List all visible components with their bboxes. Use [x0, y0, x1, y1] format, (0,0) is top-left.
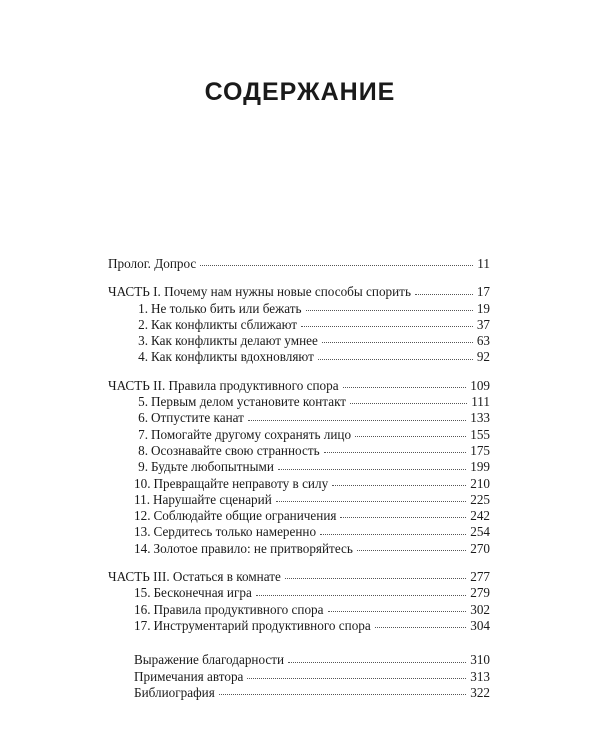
toc-entry-number: 11.: [134, 491, 150, 507]
toc-entry-part-2[interactable]: [108, 378, 490, 394]
toc-entry-chapter-17[interactable]: [108, 618, 490, 634]
toc-group-prologue: [108, 256, 490, 272]
dot-leader: [278, 468, 466, 470]
toc-entry-number: 17.: [134, 617, 151, 633]
toc-entry-label: Бесконечная игра: [153, 585, 252, 601]
toc-entry-chapter-9[interactable]: [108, 459, 490, 475]
toc-entry-label: Превращайте неправоту в силу: [153, 475, 329, 491]
dot-leader: [219, 693, 466, 695]
toc-entry-label: ЧАСТЬ II. Правила продуктивного спора: [108, 377, 339, 393]
toc-entry-chapter-2[interactable]: [108, 317, 490, 333]
toc-entry-label: Первым делом установите контакт: [151, 394, 347, 410]
toc-entry-number: 7.: [138, 426, 148, 442]
toc-entry-page: 242: [470, 508, 490, 524]
toc-entry-number: 2.: [138, 316, 148, 332]
dot-leader: [340, 516, 466, 518]
toc-entry-page: 17: [476, 284, 490, 300]
toc-entry-page: 133: [470, 410, 490, 426]
dot-leader: [276, 500, 466, 502]
toc-entry-chapter-3[interactable]: [108, 333, 490, 349]
toc-entry-page: 37: [476, 316, 490, 332]
dot-leader: [357, 549, 466, 551]
dot-leader: [350, 402, 467, 404]
toc-entry-label: ЧАСТЬ III. Остаться в комнате: [108, 569, 281, 585]
toc-entry-label: Пролог. Допрос: [108, 256, 197, 271]
dot-leader: [301, 325, 473, 327]
dot-leader: [415, 293, 473, 295]
toc-entry-page: 254: [470, 524, 490, 540]
toc-entry-label: Отпустите канат: [151, 410, 244, 426]
dot-leader: [375, 626, 466, 628]
table-of-contents: [108, 256, 490, 713]
toc-entry-number: 15.: [134, 585, 151, 601]
toc-entry-chapter-10[interactable]: [108, 476, 490, 492]
toc-entry-chapter-16[interactable]: [108, 602, 490, 618]
toc-entry-label: Как конфликты делают умнее: [151, 333, 318, 349]
toc-entry-chapter-8[interactable]: [108, 443, 490, 459]
toc-entry-label: Осознавайте свою странность: [151, 442, 320, 458]
toc-entry-label: Сердитесь только намеренно: [153, 524, 317, 540]
toc-entry-label: Правила продуктивного спора: [153, 601, 324, 617]
toc-entry-chapter-6[interactable]: [108, 410, 490, 426]
toc-entry-chapter-14[interactable]: [108, 541, 490, 557]
dot-leader: [256, 594, 466, 596]
toc-entry-label: Библиография: [134, 684, 215, 700]
dot-leader: [328, 610, 467, 612]
dot-leader: [322, 341, 473, 343]
toc-group-part-2: [108, 378, 490, 557]
toc-entry-label: Будьте любопытными: [151, 459, 274, 475]
toc-entry-label: ЧАСТЬ I. Почему нам нужны новые способы спорить: [108, 284, 411, 300]
toc-entry-number: 8.: [138, 442, 148, 458]
toc-entry-chapter-12[interactable]: [108, 508, 490, 524]
toc-entry-label: Соблюдайте общие ограничения: [153, 508, 337, 524]
toc-entry-label: Не только бить или бежать: [151, 300, 302, 316]
dot-leader: [288, 661, 466, 663]
toc-entry-page: 19: [476, 300, 490, 316]
toc-entry-chapter-4[interactable]: [108, 349, 490, 365]
toc-group-part-3: [108, 569, 490, 634]
toc-entry-label: Золотое правило: не притворяйтесь: [153, 540, 353, 556]
toc-entry-label: Примечания автора: [134, 668, 244, 684]
toc-entry-page: 155: [470, 426, 490, 442]
toc-entry-number: 1.: [138, 300, 148, 316]
toc-entry-chapter-13[interactable]: [108, 524, 490, 540]
dot-leader: [306, 309, 473, 311]
dot-leader: [332, 484, 466, 486]
toc-entry-number: 10.: [134, 475, 151, 491]
dot-leader: [200, 264, 473, 266]
dot-leader: [343, 386, 467, 388]
toc-entry-number: 13.: [134, 524, 151, 540]
toc-entry-page: 92: [476, 349, 490, 365]
toc-entry-label: Как конфликты сближают: [151, 316, 298, 332]
dot-leader: [355, 435, 466, 437]
toc-entry-page: 277: [470, 569, 490, 585]
toc-entry-page: 63: [476, 333, 490, 349]
toc-entry-part-3[interactable]: [108, 569, 490, 585]
toc-entry-page: 302: [470, 601, 490, 617]
toc-entry-page: 225: [470, 491, 490, 507]
toc-entry-chapter-1[interactable]: [108, 301, 490, 317]
toc-entry-page: 322: [470, 684, 490, 700]
toc-entry-page: 304: [470, 617, 490, 633]
toc-entry-label: Выражение благодарности: [134, 652, 285, 668]
toc-entry-label: Как конфликты вдохновляют: [151, 349, 314, 365]
toc-entry-page: 279: [470, 585, 490, 601]
toc-entry-author-notes[interactable]: [108, 669, 490, 685]
toc-entry-label: Нарушайте сценарий: [153, 491, 272, 507]
toc-entry-number: 4.: [138, 349, 148, 365]
toc-entry-page: 210: [470, 475, 490, 491]
toc-entry-number: 3.: [138, 333, 148, 349]
toc-entry-number: 9.: [138, 459, 148, 475]
toc-entry-chapter-7[interactable]: [108, 427, 490, 443]
toc-entry-page: 175: [470, 442, 490, 458]
toc-entry-page: 270: [470, 540, 490, 556]
toc-entry-page: 310: [470, 652, 490, 668]
dot-leader: [324, 451, 467, 453]
toc-entry-page: 111: [471, 394, 490, 410]
toc-entry-number: 14.: [134, 540, 151, 556]
toc-entry-page: 11: [477, 256, 490, 271]
toc-entry-number: 16.: [134, 601, 151, 617]
toc-entry-label: Инструментарий продуктивного спора: [153, 617, 371, 633]
toc-group-back-matter: [108, 652, 490, 701]
toc-entry-chapter-5[interactable]: [108, 394, 490, 410]
toc-entry-page: 199: [470, 459, 490, 475]
page-title: СОДЕРЖАНИЕ: [204, 78, 396, 106]
toc-entry-chapter-11[interactable]: [108, 492, 490, 508]
toc-entry-bibliography[interactable]: [108, 685, 490, 701]
dot-leader: [247, 677, 466, 679]
toc-entry-label: Помогайте другому сохранять лицо: [151, 426, 352, 442]
dot-leader: [285, 577, 466, 579]
toc-entry-number: 5.: [138, 394, 148, 410]
toc-entry-prologue[interactable]: [108, 256, 490, 272]
dot-leader: [318, 358, 473, 360]
toc-entry-page: 109: [470, 377, 490, 393]
toc-entry-page: 313: [470, 668, 490, 684]
toc-entry-acknowledgements[interactable]: [108, 652, 490, 668]
toc-entry-part-1[interactable]: [108, 284, 490, 300]
toc-entry-number: 6.: [138, 410, 148, 426]
dot-leader: [248, 419, 466, 421]
toc-entry-number: 12.: [134, 508, 151, 524]
toc-entry-chapter-15[interactable]: [108, 585, 490, 601]
toc-group-part-1: [108, 284, 490, 365]
dot-leader: [320, 533, 466, 535]
